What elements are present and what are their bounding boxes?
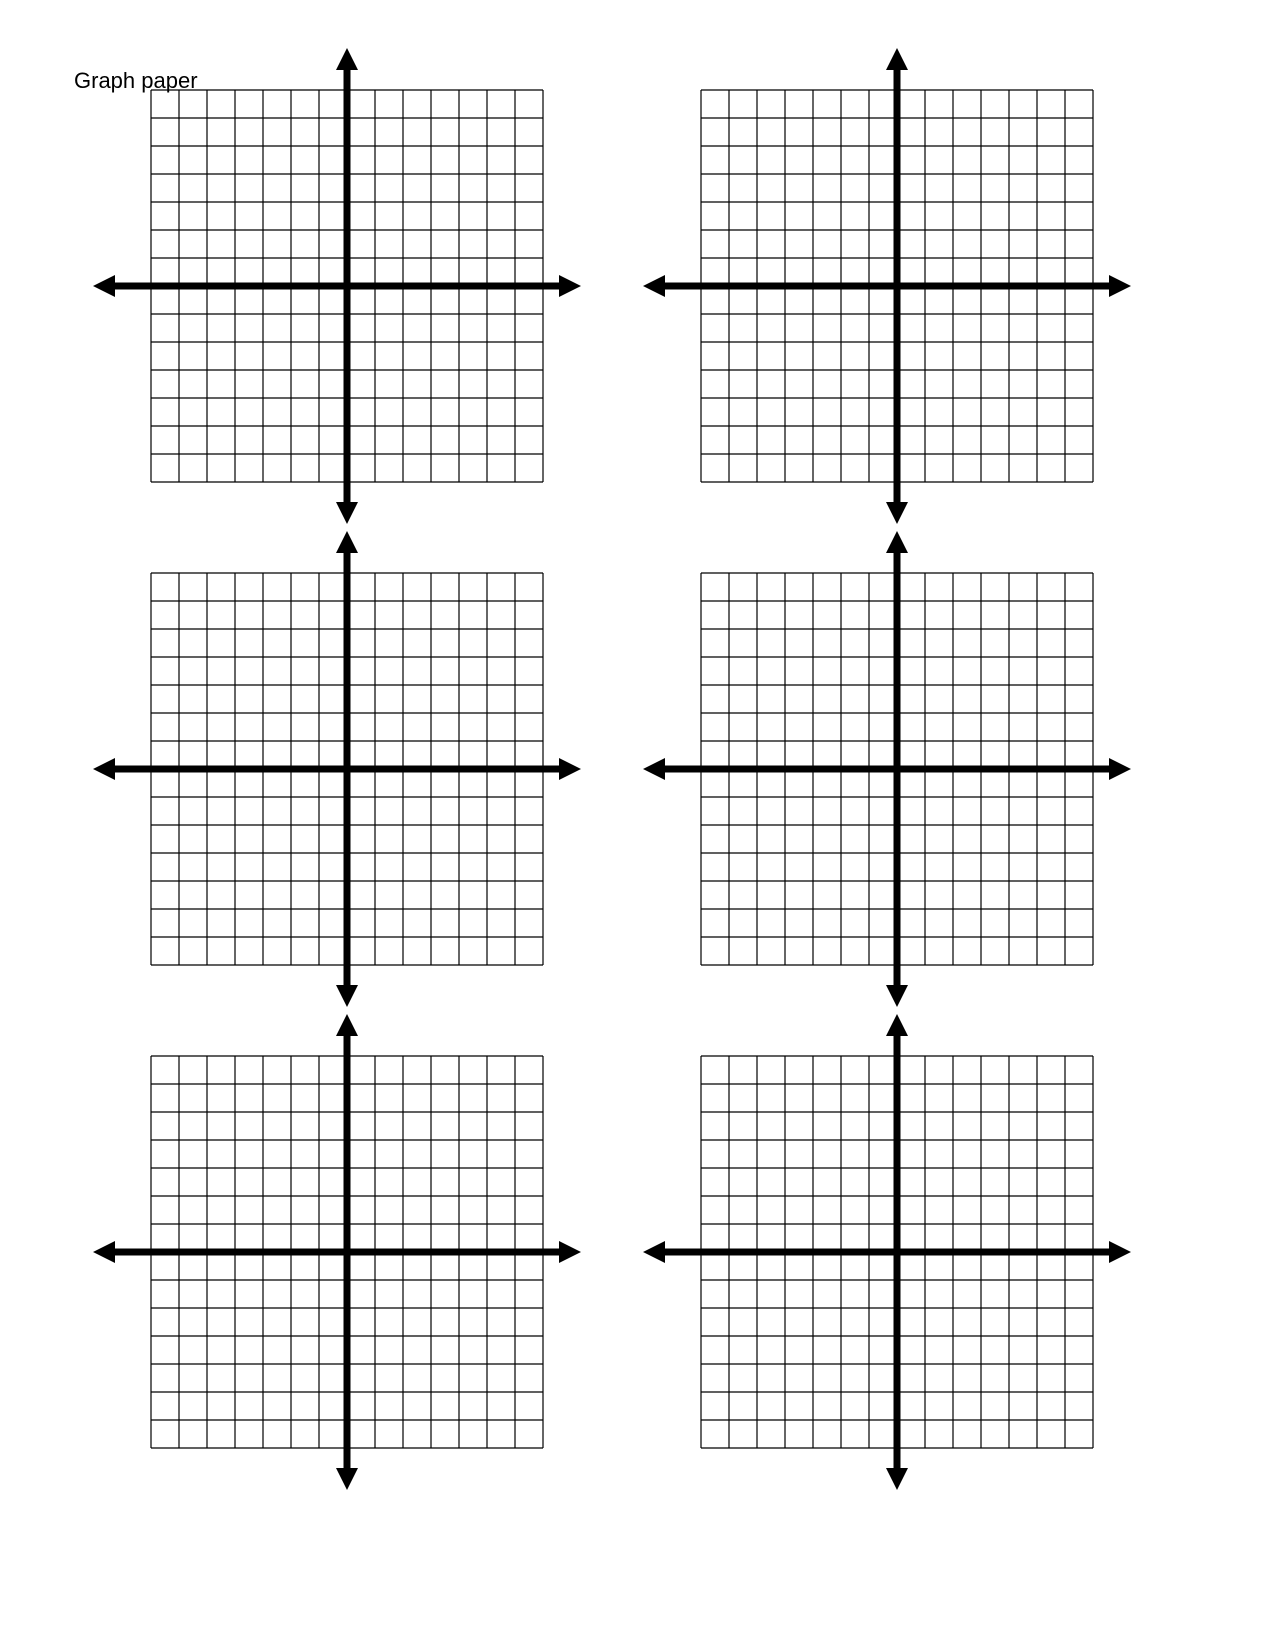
coordinate-grid-svg [623,32,1171,540]
axes [93,1014,581,1490]
coordinate-grid-svg [73,515,621,1023]
coordinate-grid [623,32,1171,540]
coordinate-grid-svg [623,515,1171,1023]
coordinate-grid [623,998,1171,1506]
axes [643,531,1131,1007]
axes [643,1014,1131,1490]
coordinate-grid [73,998,621,1506]
axes [643,48,1131,524]
coordinate-grid [623,515,1171,1023]
coordinate-grid-svg [623,998,1171,1506]
axes [93,531,581,1007]
page-title: Graph paper [74,68,198,93]
coordinate-grid [73,515,621,1023]
coordinate-grid [73,32,621,540]
coordinate-grid-svg [73,32,621,540]
coordinate-grid-svg [73,998,621,1506]
axes [93,48,581,524]
